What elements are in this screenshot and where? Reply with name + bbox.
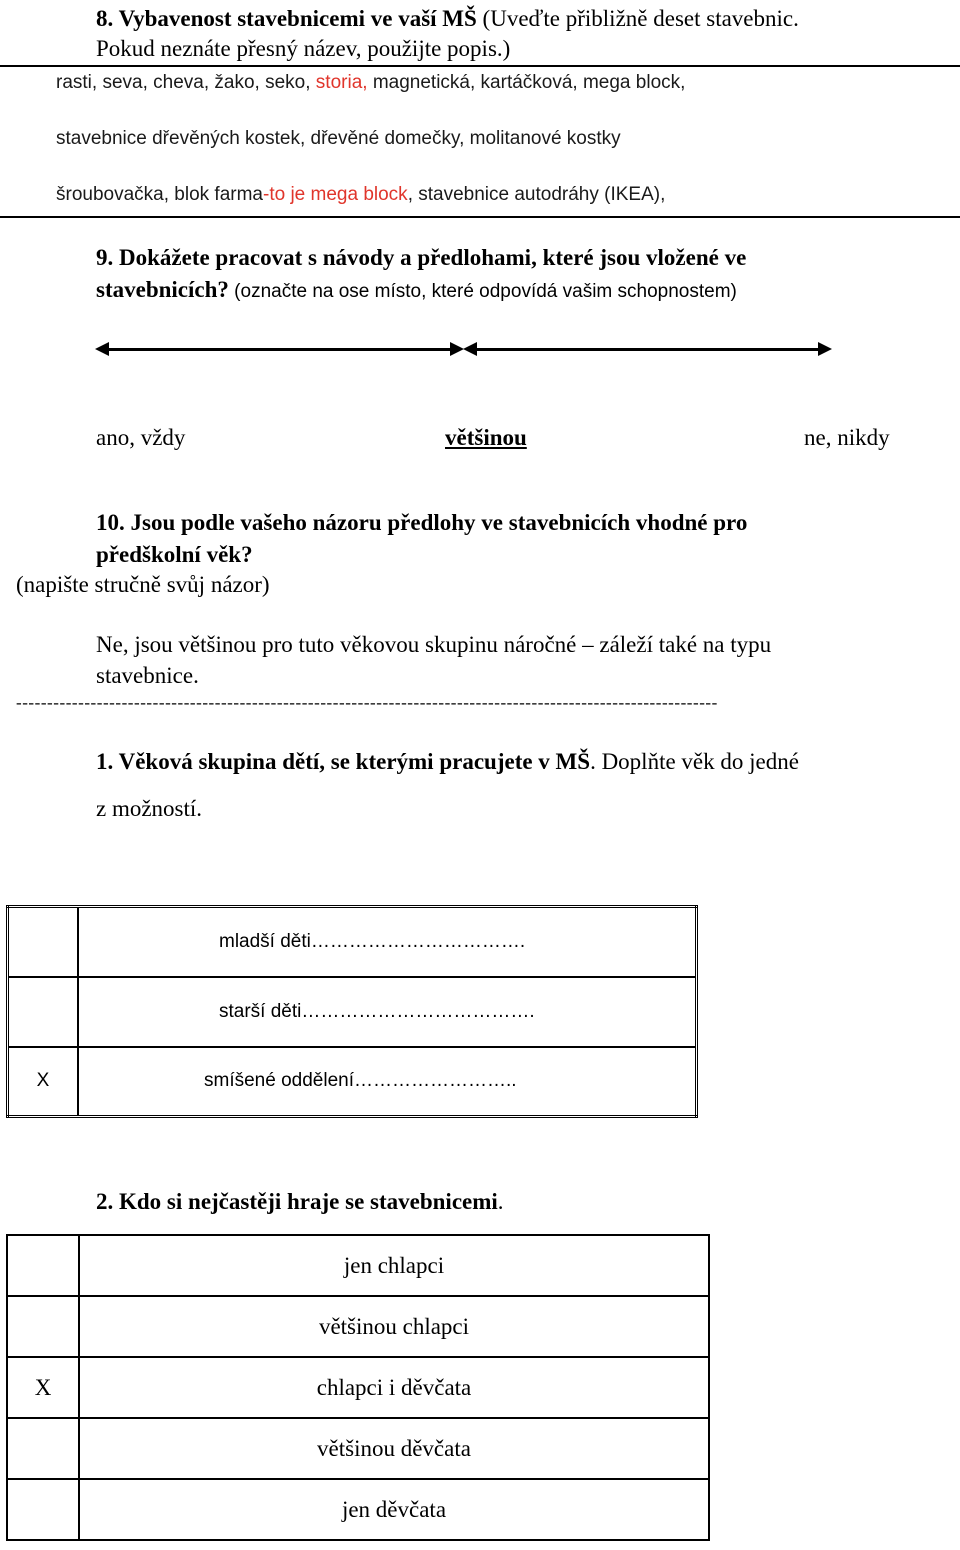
option-row[interactable] — [7, 1235, 709, 1296]
q9-instruction: (označte na ose místo, které odpovídá vašim schopnostem) — [228, 281, 737, 302]
q8-answer-line3-b: , stavebnice autodráhy (IKEA), — [407, 184, 666, 205]
option-label: většinou chlapci — [79, 1296, 709, 1357]
dashed-divider: ----------------------------------------------------------------------------------------------------------------- — [16, 693, 718, 712]
option-checkbox[interactable] — [7, 1479, 79, 1540]
q8-heading — [96, 4, 799, 34]
q8-underline-1 — [0, 65, 960, 67]
arrow-right-icon — [450, 342, 464, 356]
option-label: jen chlapci — [79, 1235, 709, 1296]
axis-segment-left — [105, 348, 457, 351]
option-label: chlapci i děvčata — [79, 1357, 709, 1418]
q10-title: 10. Jsou podle vašeho názoru předlohy ve stavebnicích vhodné pro — [96, 510, 748, 535]
option-row[interactable] — [7, 1418, 709, 1479]
option-row[interactable] — [7, 1479, 709, 1540]
option-row[interactable] — [7, 1357, 709, 1418]
q8-answer-line2: stavebnice dřevěných kostek, dřevěné domečky, molitanové kostky — [56, 128, 621, 149]
option-row[interactable] — [8, 977, 697, 1047]
q2-title: 2. Kdo si nejčastěji hraje se stavebnicemi — [96, 1189, 498, 1214]
q9-title-end: stavebnicích? — [96, 277, 229, 302]
q8-answer-line1-red: storia, — [315, 72, 368, 93]
q8-instruction: (Uveďte přibližně deset stavebnic. — [476, 6, 799, 31]
axis-segment-right — [473, 348, 825, 351]
option-checkbox[interactable] — [7, 1235, 79, 1296]
option-label: mladší děti……………………………. — [78, 907, 697, 977]
option-row[interactable] — [8, 907, 697, 977]
q8-instruction-cont: Pokud neznáte přesný název, použijte popis.) — [96, 36, 511, 61]
option-checkbox[interactable]: X — [7, 1357, 79, 1418]
scale-label-right: ne, nikdy — [804, 425, 890, 450]
option-checkbox[interactable] — [8, 977, 79, 1047]
scale-label-left: ano, vždy — [96, 425, 186, 450]
option-row[interactable] — [7, 1296, 709, 1357]
q10-answer-line1: Ne, jsou většinou pro tuto věkovou skupinu náročné – záleží také na typu — [96, 632, 772, 657]
q8-underline-2 — [0, 216, 960, 218]
q1-options-table — [6, 905, 698, 1118]
q9-title-line2 — [96, 275, 737, 307]
q2-title-end: . — [497, 1189, 504, 1214]
option-checkbox[interactable] — [7, 1418, 79, 1479]
option-label: jen děvčata — [79, 1479, 709, 1540]
scale-label-middle-selected: většinou — [445, 425, 527, 450]
option-label: smíšené oddělení…………………….. — [78, 1047, 697, 1117]
q1-heading — [96, 747, 799, 777]
q10-answer-line2: stavebnice. — [96, 663, 199, 688]
q8-answer-line3-a: šroubovačka, blok farma — [56, 184, 263, 205]
q1-title: 1. Věková skupina dětí, se kterými pracujete v MŠ — [96, 749, 591, 774]
q10-title-line2: předškolní věk? — [96, 542, 253, 567]
q8-answer-line1-b: magnetická, kartáčková, mega block, — [367, 72, 686, 93]
option-checkbox[interactable] — [7, 1296, 79, 1357]
q2-heading — [96, 1187, 504, 1217]
option-checkbox[interactable] — [8, 907, 79, 977]
q8-answer-line1-a: rasti, seva, cheva, žako, seko, — [56, 72, 316, 93]
q8-answer-line3-red: -to je mega block — [263, 184, 408, 205]
q1-instruction: . Doplňte věk do jedné — [590, 749, 799, 774]
q8-title: 8. Vybavenost stavebnicemi ve vaší MŠ — [96, 6, 477, 31]
q8-answer-line1 — [56, 72, 685, 94]
q10-instruction: (napište stručně svůj názor) — [16, 572, 270, 597]
q9-title: 9. Dokážete pracovat s návody a předlohami, které jsou vložené ve — [96, 245, 747, 270]
option-checkbox[interactable]: X — [8, 1047, 79, 1117]
arrow-right-icon — [818, 342, 832, 356]
q8-answer-line3 — [56, 184, 665, 206]
option-label: většinou děvčata — [79, 1418, 709, 1479]
option-row[interactable] — [8, 1047, 697, 1117]
q1-instruction-cont: z možností. — [96, 796, 203, 821]
option-label: starší děti………………………………. — [78, 977, 697, 1047]
q2-options-table — [6, 1234, 710, 1541]
